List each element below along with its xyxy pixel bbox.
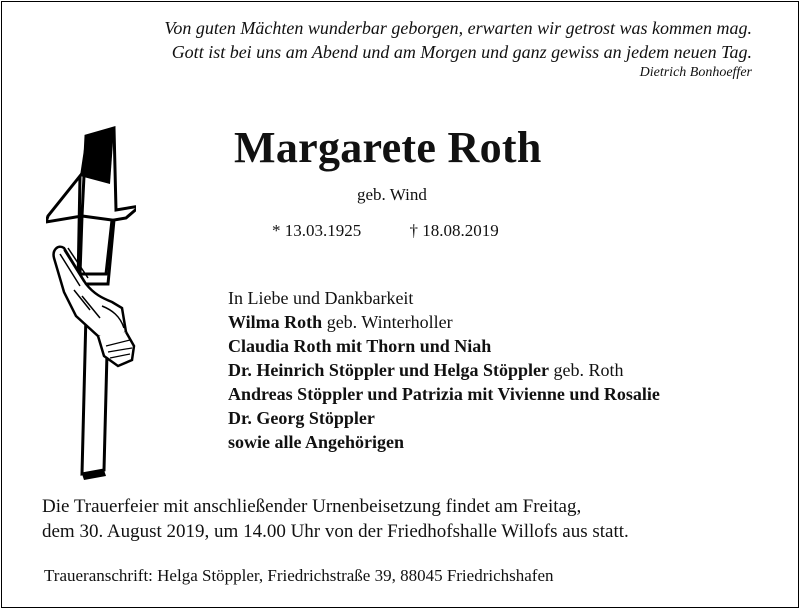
mourner-line — [228, 358, 660, 382]
life-dates — [272, 221, 499, 241]
mourner-line — [228, 310, 660, 334]
mourner-line — [228, 406, 660, 430]
mourner-name: Dr. Georg Stöppler — [228, 408, 375, 428]
cross-with-praying-hands-icon — [46, 124, 136, 499]
deceased-name: Margarete Roth — [234, 123, 542, 172]
mourner-line — [228, 334, 660, 358]
maiden-name: geb. Wind — [357, 185, 427, 204]
mourners-list — [228, 286, 660, 454]
bonhoeffer-quote — [32, 16, 752, 82]
mourner-name: Andreas Stöppler und Patrizia mit Vivienne und Rosalie — [228, 384, 660, 404]
quote-line-2: Gott ist bei uns am Abend und am Morgen und ganz gewiss an jedem neuen Tag. — [171, 42, 752, 62]
mourning-address: Traueranschrift: Helga Stöppler, Friedrichstraße 39, 88045 Friedrichshafen — [44, 566, 554, 585]
mourner-note: geb. Roth — [549, 360, 624, 380]
mourner-name: Wilma Roth — [228, 312, 323, 332]
birth-date: * 13.03.1925 — [272, 221, 362, 240]
mourner-name: Dr. Heinrich Stöppler und Helga Stöppler — [228, 360, 550, 380]
mourner-line — [228, 430, 660, 454]
service-line-1: Die Trauerfeier mit anschließender Urnenbeisetzung findet am Freitag, — [42, 496, 582, 517]
mourners-intro: In Liebe und Dankbarkeit — [228, 288, 414, 308]
service-line-2: dem 30. August 2019, um 14.00 Uhr von der Friedhofshalle Willofs aus statt. — [42, 521, 629, 542]
mourner-name: sowie alle Angehörigen — [228, 432, 404, 452]
mourner-name: Claudia Roth mit Thorn und Niah — [228, 336, 492, 356]
obituary-notice — [1, 1, 799, 608]
funeral-service-info — [42, 494, 762, 544]
mourner-note: geb. Winterholler — [322, 312, 453, 332]
quote-author: Dietrich Bonhoeffer — [639, 65, 752, 80]
death-date: † 18.08.2019 — [409, 221, 499, 240]
mourner-line — [228, 382, 660, 406]
quote-line-1: Von guten Mächten wunderbar geborgen, erwarten wir getrost was kommen mag. — [164, 18, 752, 38]
